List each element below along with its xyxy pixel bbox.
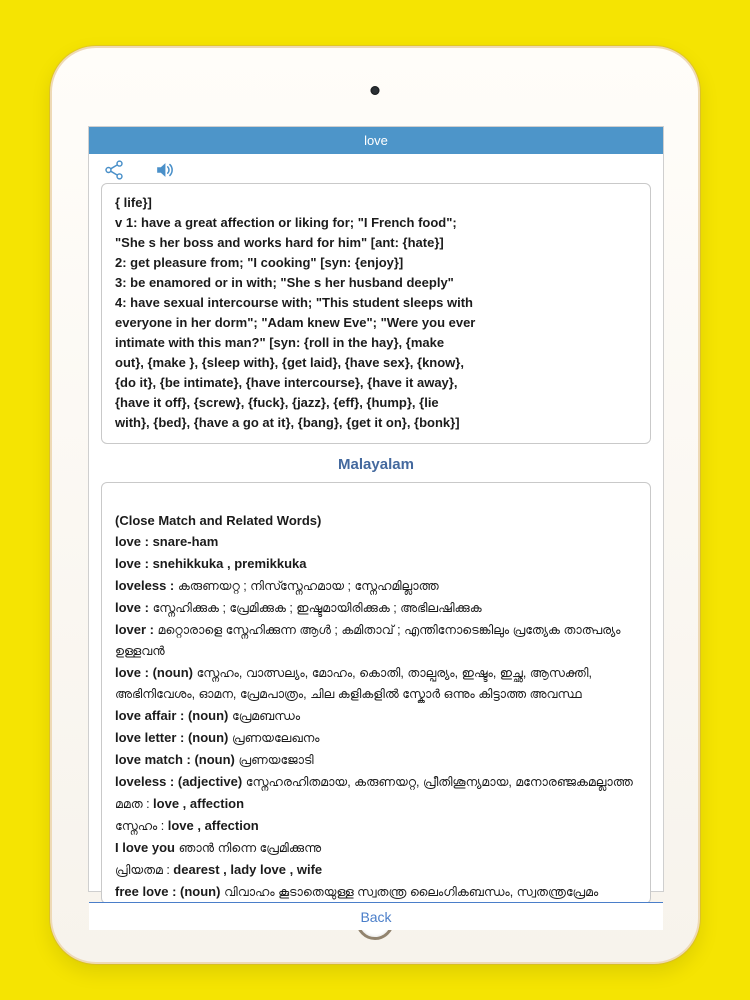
share-button[interactable] xyxy=(103,159,125,181)
definition-line: intimate with this man?" [syn: {roll in the hay}, {make xyxy=(115,335,445,350)
definition-line: everyone in her dorm"; "Adam knew Eve"; "Were you ever xyxy=(115,315,476,330)
dictionary-entry: free love : (noun) വിവാഹം കൂടാതെയുള്ള സ്വതന്ത്ര ലൈംഗികബന്ധം, സ്വതന്ത്രപ്രേമം xyxy=(115,884,599,899)
definition-line: 2: get pleasure from; "I cooking" [syn: {enjoy}] xyxy=(115,255,404,270)
app-header xyxy=(89,127,663,154)
share-icon xyxy=(103,159,125,181)
definition-line: "She s her boss and works hard for him" [ant: {hate}] xyxy=(115,235,444,250)
section-title-malayalam: Malayalam xyxy=(338,456,414,473)
back-button[interactable]: Back xyxy=(360,908,392,925)
definition-panel[interactable] xyxy=(101,183,651,444)
pronounce-button[interactable] xyxy=(153,159,176,181)
app-screen xyxy=(88,126,664,925)
definition-line: 4: have sexual intercourse with; "This student sleeps with xyxy=(115,295,473,310)
toolbar xyxy=(89,154,663,183)
tablet-frame xyxy=(50,46,700,964)
dictionary-entry: love affair : (noun) പ്രേമബന്ധം xyxy=(115,708,301,723)
definition-line: {have it off}, {screw}, {fuck}, {jazz}, {eff}, {hump}, {lie xyxy=(115,395,439,410)
malayalam-entries xyxy=(115,531,637,903)
dictionary-entry: മമത : love , affection xyxy=(115,796,245,811)
definition-line: {do it}, {be intimate}, {have intercourse}, {have it away}, xyxy=(115,375,458,390)
definition-line: 3: be enamored or in with; "She s her husband deeply" xyxy=(115,275,454,290)
page-title: love xyxy=(364,133,388,148)
malayalam-panel[interactable] xyxy=(101,482,651,904)
dictionary-entry: പ്രിയതമ : dearest , lady love , wife xyxy=(115,862,323,877)
definition-line: out}, {make }, {sleep with}, {get laid}, {have sex}, {know}, xyxy=(115,355,464,370)
camera-dot xyxy=(371,86,380,95)
dictionary-entry: love : snare-ham xyxy=(115,534,219,549)
dictionary-entry: love letter : (noun) പ്രണയലേഖനം xyxy=(115,730,320,745)
dictionary-entry: lover : മറ്റൊരാളെ സ്നേഹിക്കുന്ന ആൾ ; കമിതാവ് ; എന്തിനോടെങ്കിലും പ്രത്യേക താത്പര്യം ഉള്ളവൻ xyxy=(115,622,621,658)
dictionary-entry: love : snehikkuka , premikkuka xyxy=(115,556,307,571)
definition-line: { life}] xyxy=(115,195,152,210)
dictionary-entry: love : സ്നേഹിക്കുക ; പ്രേമിക്കുക ; ഇഷ്ടമായിരിക്കുക ; അഭിലഷിക്കുക xyxy=(115,600,482,615)
dictionary-entry: loveless : കരുണയറ്റ ; നിസ്സ്നേഹമായ ; സ്നേഹമില്ലാത്ത xyxy=(115,578,439,593)
dictionary-entry: love : (noun) സ്നേഹം, വാത്സല്യം, മോഹം, കൊതി, താല്പര്യം, ഇഷ്ടം, ഇച്ഛ, ആസക്തി, അഭിനിവേശം, ഓമന, പ്രേമപാത്രം, ചില കളികളിൽ സ്കോർ ഒന്നും കിട്ടാത്ത അവസ്ഥ xyxy=(115,665,592,701)
speaker-icon xyxy=(153,159,176,181)
dictionary-entry: സ്നേഹം : love , affection xyxy=(115,818,259,833)
definition-lines xyxy=(115,193,637,433)
definition-line: v 1: have a great affection or liking for; "I French food"; xyxy=(115,215,457,230)
dictionary-entry: love match : (noun) പ്രണയജോടി xyxy=(115,752,314,767)
dictionary-entry: loveless : (adjective) സ്നേഹരഹിതമായ, കരുണയറ്റ, പ്രീതിശൂന്യമായ, മനോരഞ്ജകമല്ലാത്ത xyxy=(115,774,633,789)
close-match-heading: (Close Match and Related Words) xyxy=(115,513,322,528)
dictionary-entry: I love you ഞാൻ നിന്നെ പ്രേമിക്കുന്നു xyxy=(115,840,322,855)
back-bar xyxy=(89,902,663,930)
definition-line: with}, {bed}, {have a go at it}, {bang}, {get it on}, {bonk}] xyxy=(115,415,460,430)
